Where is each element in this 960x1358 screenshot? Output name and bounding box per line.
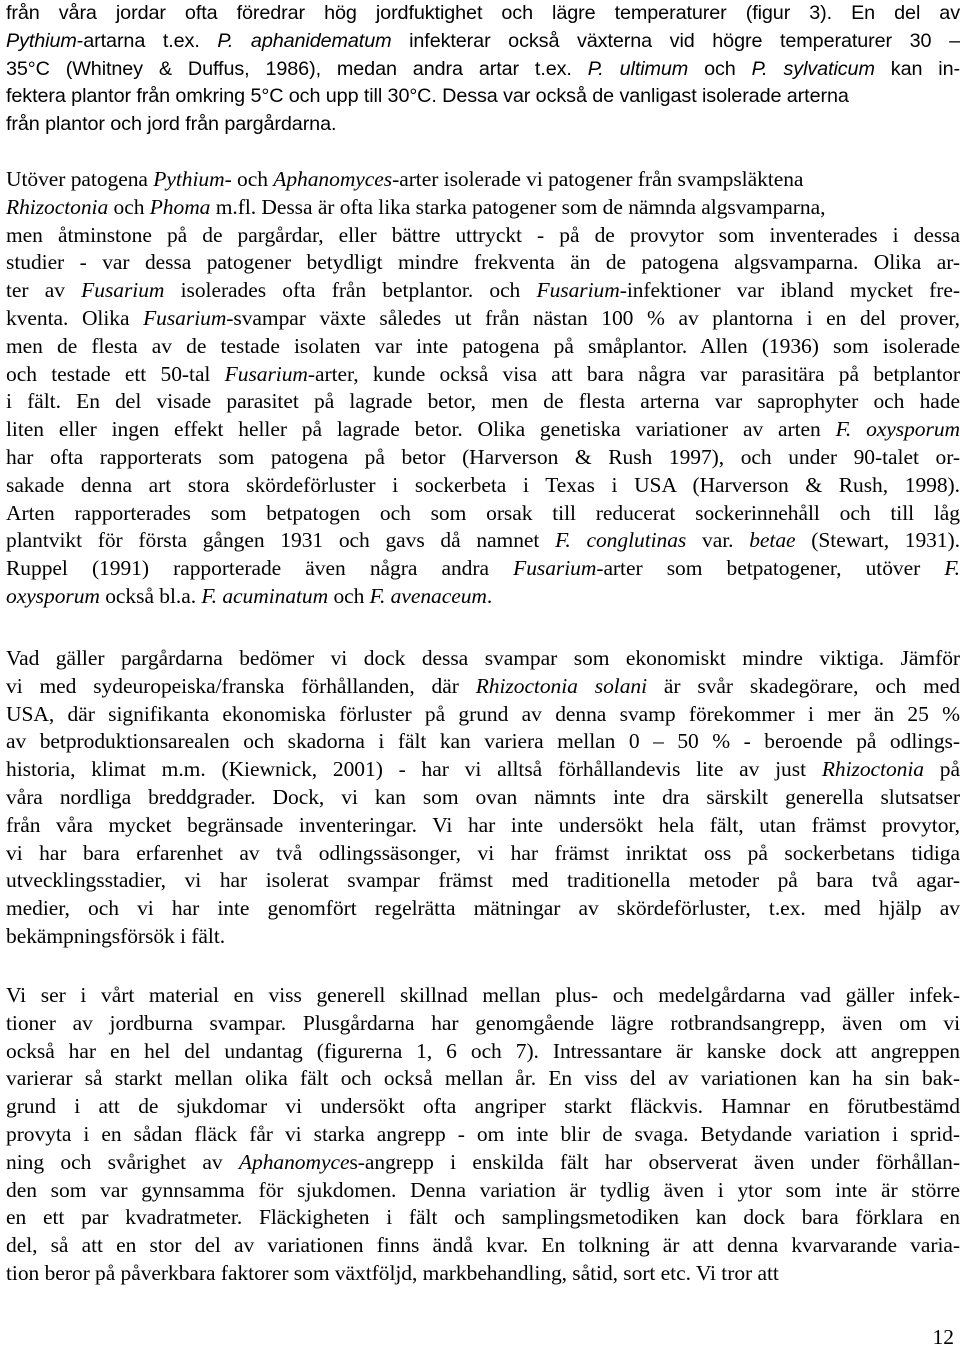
text-line <box>6 0 960 28</box>
text-span: den som var gynnsamma för sjukdomen. Denna variation är tydlig även i ytor som inte är större <box>6 1177 960 1202</box>
text-span: ning och svårighet av <box>6 1149 239 1174</box>
text-span: våra nordliga breddgrader. Dock, vi kan som ovan nämnts inte dra särskilt generella slutsatser <box>6 784 960 809</box>
text-line <box>6 527 960 555</box>
text-line <box>6 673 960 701</box>
text-span: och <box>108 194 150 219</box>
text-line <box>6 895 960 923</box>
text-span: -svampar växte således ut från nästan 100 % av plantorna i en del prover, <box>226 305 960 330</box>
text-span: och <box>688 57 752 80</box>
text-span: s-angrepp i enskilda fält har observerat även under förhållan- <box>349 1149 960 1174</box>
text-span: Arten rapporterades som betpatogen och som orsak till reducerat sockerinnehåll och till låg <box>6 500 960 525</box>
text-span: kventa. Olika <box>6 305 144 330</box>
text-line <box>6 388 960 416</box>
text-span: 35°C (Whitney & Duffus, 1986), medan andra artar t.ex. <box>6 57 588 80</box>
text-span: -artarna t.ex. <box>76 29 218 52</box>
text-line <box>6 111 960 139</box>
paragraph-pathogens <box>6 166 960 611</box>
paragraph-pargardar <box>6 645 960 951</box>
text-line <box>6 756 960 784</box>
text-line <box>6 784 960 812</box>
text-line <box>6 728 960 756</box>
italic-text: P. aphanidematum <box>217 29 392 52</box>
text-span: liten eller ingen effekt heller på lagrade betor. Olika genetiska variationer av arten <box>6 417 836 442</box>
text-span: varierar så starkt mellan olika fält och också mellan år. En viss del av variationen kan ha sin bak- <box>6 1066 960 1091</box>
italic-text: P. sylvaticum <box>751 57 875 80</box>
text-span: från våra mycket begränsade inventeringar. Vi har inte undersökt hela fält, utan främst provytor, <box>6 812 960 837</box>
text-line <box>6 249 960 277</box>
text-line <box>6 812 960 840</box>
text-span: vi med sydeuropeiska/franska förhållanden, där <box>6 673 476 698</box>
text-span: av betproduktionsarealen och skadorna i fält kan variera mellan 0 – 50 % - beroende på odlings- <box>6 729 960 754</box>
italic-text: Pythium <box>153 167 225 191</box>
text-span: tioner av jordburna svampar. Plusgårdarna har genomgående lägre rotbrandsangrepp, även om vi <box>6 1010 960 1035</box>
italic-text: Fusarium <box>81 278 165 303</box>
text-span: isolerades ofta från betplantor. och <box>164 278 537 303</box>
text-line <box>6 333 960 361</box>
text-span: ter av <box>6 278 82 303</box>
text-line <box>6 83 960 111</box>
text-span: fektera plantor från omkring 5°C och upp till 30°C. Dessa var också de vanligast isolerade arterna <box>6 85 849 108</box>
text-span: också bl.a. <box>99 583 202 608</box>
text-span: också har en hel del undantag (figurerna 1, 6 och 7). Intressantare är kanske dock att angreppen <box>6 1038 960 1063</box>
text-span: -arter isolerade vi patogener från svampsläktena <box>392 167 804 191</box>
text-span: grund i att de sjukdomar vi undersökt ofta angriper starkt fläckvis. Hamnar en förutbestämd <box>6 1094 960 1119</box>
italic-text: Fusarium <box>143 305 227 330</box>
text-line <box>6 982 960 1010</box>
text-line <box>6 472 960 500</box>
text-span: historia, klimat m.m. (Kiewnick, 2001) - har vi alltså förhållandevis lite av just <box>6 757 822 782</box>
italic-text: betae <box>749 528 796 553</box>
text-span: -arter, kunde också visa att bara några var parasitära på betplantor <box>307 361 960 386</box>
text-span: har ofta rapporterats som patogena på betor (Harverson & Rush 1997), och under 90-talet or- <box>6 444 960 469</box>
italic-text: P. ultimum <box>587 57 689 80</box>
text-span: Vi ser i vårt material en viss generell skillnad mellan plus- och medelgårdarna vad gäller infek- <box>6 983 960 1007</box>
italic-text: Pythium <box>6 29 77 52</box>
text-line <box>6 1010 960 1038</box>
paragraph-continued <box>6 0 960 139</box>
text-span: studier - var dessa patogener betydligt mindre frekventa än de patogena algsvamparna. Olika ar- <box>6 250 960 275</box>
paragraph-plusgardar <box>6 982 960 1288</box>
text-span: medier, och vi har inte genomfört regelrätta mätningar av skördeförluster, t.ex. med hjälp av <box>6 896 960 921</box>
text-line <box>6 166 960 194</box>
text-span: -arter som betpatogener, utöver <box>596 556 945 581</box>
text-line <box>6 194 960 222</box>
italic-text: F. <box>944 556 960 581</box>
text-line <box>6 1038 960 1066</box>
text-span: var. <box>686 528 750 553</box>
text-line <box>6 500 960 528</box>
italic-text: F. avenaceum <box>369 583 487 608</box>
text-line <box>6 583 960 611</box>
text-span: och <box>328 583 370 608</box>
italic-text: F. oxysporum <box>835 417 960 442</box>
text-span: USA, där signifikanta ekonomiska förluster på grund av denna svamp förekommer i mer än 25 % <box>6 701 960 726</box>
text-line <box>6 840 960 868</box>
text-span: i fält. En del visade parasitet på lagrade betor, men de flesta arterna var saprophyter och hade <box>6 389 960 414</box>
text-span: (Stewart, 1931). <box>795 528 960 553</box>
italic-text: oxysporum <box>6 583 100 608</box>
text-span: del, så att en stor del av variationen finns ändå kvar. En tolkning är att denna kvarvarande varia- <box>6 1233 960 1258</box>
text-line <box>6 361 960 389</box>
italic-text: Aphanomyces <box>273 167 393 191</box>
text-line <box>6 1204 960 1232</box>
italic-text: Fusarium <box>536 278 620 303</box>
text-line <box>6 867 960 895</box>
text-line <box>6 1065 960 1093</box>
text-line <box>6 1177 960 1205</box>
text-span: provyta i en sådan fläck får vi starka angrepp - om inte blir de svaga. Betydande variation i sprid- <box>6 1121 960 1146</box>
text-span: från våra jordar ofta föredrar hög jordfuktighet och lägre temperaturer (figur 3). En del av <box>6 2 960 24</box>
text-span: kan in- <box>874 57 960 80</box>
text-span: från plantor och jord från pargårdarna. <box>6 113 337 136</box>
text-line <box>6 923 960 951</box>
text-line <box>6 277 960 305</box>
text-span: Ruppel (1991) rapporterade även några andra <box>6 556 514 581</box>
text-span: . <box>486 583 493 608</box>
text-span: men de flesta av de testade isolaten var inte patogena på småplantor. Allen (1936) som isolerade <box>6 333 960 358</box>
text-line <box>6 416 960 444</box>
page-number: 12 <box>932 1325 954 1349</box>
text-span: och testade ett 50-tal <box>6 361 225 386</box>
text-line <box>6 28 960 56</box>
text-line <box>6 555 960 583</box>
text-span: -infektioner var ibland mycket fre- <box>619 278 960 303</box>
text-span: Vad gäller pargårdarna bedömer vi dock dessa svampar som ekonomiskt mindre viktiga. Jämför <box>6 646 960 670</box>
text-line <box>6 222 960 250</box>
text-line <box>6 1260 960 1288</box>
text-line <box>6 444 960 472</box>
text-line <box>6 1121 960 1149</box>
text-span: på <box>923 757 960 782</box>
text-span: är svår skadegörare, och med <box>647 673 960 698</box>
text-line <box>6 56 960 84</box>
italic-text: Rhizoctonia solani <box>475 673 648 698</box>
text-line <box>6 645 960 673</box>
text-span: utvecklingsstadier, vi har isolerat svampar främst med traditionella metoder på bara två agar- <box>6 868 960 893</box>
text-span: m.fl. Dessa är ofta lika starka patogener som de nämnda algsvamparna, <box>210 194 826 219</box>
text-span: Utöver patogena <box>6 167 154 191</box>
italic-text: Phoma <box>149 194 211 219</box>
text-span: vi har bara erfarenhet av två odlingssäsonger, vi har främst inriktat oss på sockerbetans tidiga <box>6 840 960 865</box>
text-span: - och <box>224 167 274 191</box>
text-line <box>6 1093 960 1121</box>
text-span: plantvikt för första gången 1931 och gavs då namnet <box>6 528 556 553</box>
text-line <box>6 1232 960 1260</box>
text-span: bekämpningsförsök i fält. <box>6 923 226 948</box>
italic-text: Fusarium <box>224 361 308 386</box>
italic-text: Rhizoctonia <box>821 757 924 782</box>
italic-text: F. conglutinas <box>555 528 687 553</box>
text-line <box>6 701 960 729</box>
text-span: tion beror på påverkbara faktorer som växtföljd, markbehandling, såtid, sort etc. Vi tror att <box>6 1260 779 1285</box>
italic-text: Rhizoctonia <box>6 194 109 219</box>
text-span: men åtminstone på de pargårdar, eller bättre uttryckt - på de provytor som inventerades i dessa <box>6 222 960 247</box>
text-span: en ett par kvadratmeter. Fläckigheten i fält och samplingsmetodiken kan dock bara förklara en <box>6 1205 960 1230</box>
italic-text: Fusarium <box>513 556 597 581</box>
text-span: sakade denna art stora skördeförluster i sockerbeta i Texas i USA (Harverson & Rush, 1998). <box>6 472 960 497</box>
text-span: infekterar också växterna vid högre temperaturer 30 – <box>391 29 960 52</box>
italic-text: F. acuminatum <box>201 583 329 608</box>
text-line <box>6 305 960 333</box>
italic-text: Aphanomyce <box>238 1149 350 1174</box>
text-line <box>6 1149 960 1177</box>
